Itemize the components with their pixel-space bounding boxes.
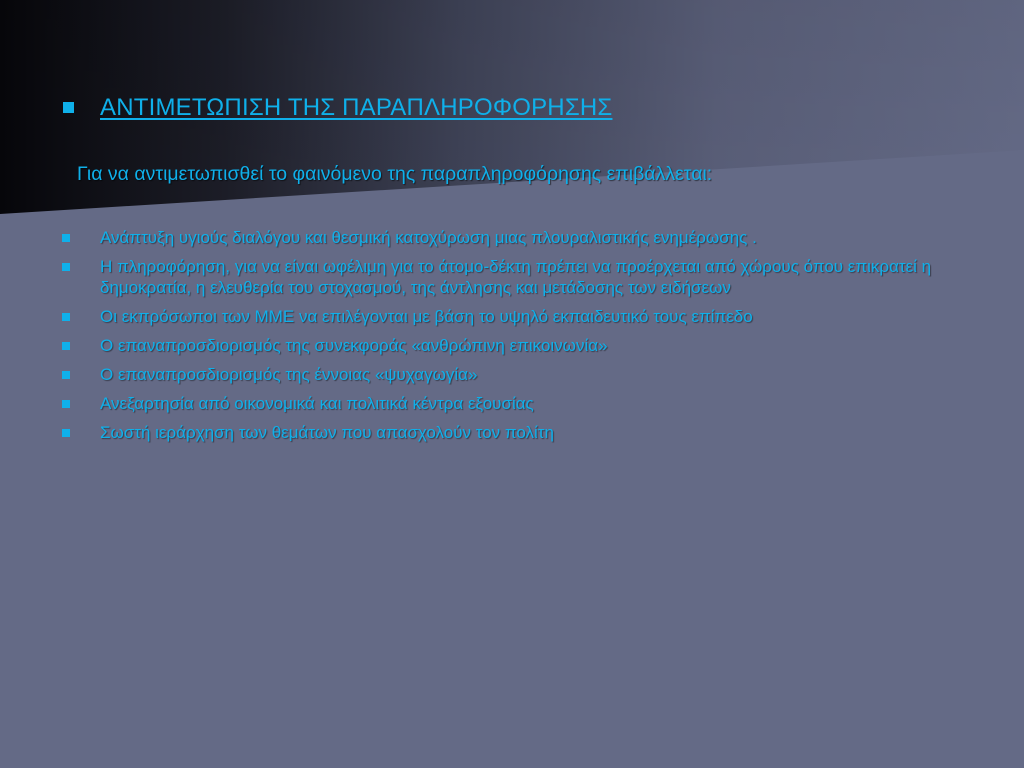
square-bullet-icon [62,400,70,408]
list-item-text: Η πληροφόρηση, για να είναι ωφέλιμη για το άτομο-δέκτη πρέπει να προέρχεται από χώρους όπου επικρατεί η δημοκρατία, η ελευθερία του στοχασμού, της άντλησης και μετάδοσης των ειδήσεων [100,257,932,297]
list-item-text: Ανάπτυξη υγιούς διαλόγου και θεσμική κατοχύρωση μιας πλουραλιστικής ενημέρωσης . [100,228,757,247]
list-item-text: Οι εκπρόσωποι των ΜΜΕ να επιλέγονται με βάση το υψηλό εκπαιδευτικό τους επίπεδο [100,307,753,326]
list-item-text: Σωστή ιεράρχηση των θεμάτων που απασχολούν τον πολίτη [100,423,554,442]
list-item [62,422,942,443]
bullet-list [62,227,942,451]
square-bullet-icon [63,102,74,113]
square-bullet-icon [62,313,70,321]
square-bullet-icon [62,234,70,242]
list-item [62,335,942,356]
slide-title: ΑΝΤΙΜΕΤΩΠΙΣΗ ΤΗΣ ΠΑΡΑΠΛΗΡΟΦΟΡΗΣΗΣ [100,94,613,121]
list-item [62,227,942,248]
square-bullet-icon [62,429,70,437]
square-bullet-icon [62,342,70,350]
list-item [62,306,942,327]
slide-title-row [63,94,612,122]
list-item [62,256,942,298]
square-bullet-icon [62,371,70,379]
square-bullet-icon [62,263,70,271]
list-item [62,393,942,414]
list-item-text: Ο επαναπροσδιορισμός της έννοιας «ψυχαγωγία» [100,365,478,384]
slide-subtitle: Για να αντιμετωπισθεί το φαινόμενο της παραπληροφόρησης επιβάλλεται: [77,163,713,185]
list-item [62,364,942,385]
list-item-text: Ο επαναπροσδιορισμός της συνεκφοράς «ανθρώπινη επικοινωνία» [100,336,608,355]
list-item-text: Ανεξαρτησία από οικονομικά και πολιτικά κέντρα εξουσίας [100,394,534,413]
